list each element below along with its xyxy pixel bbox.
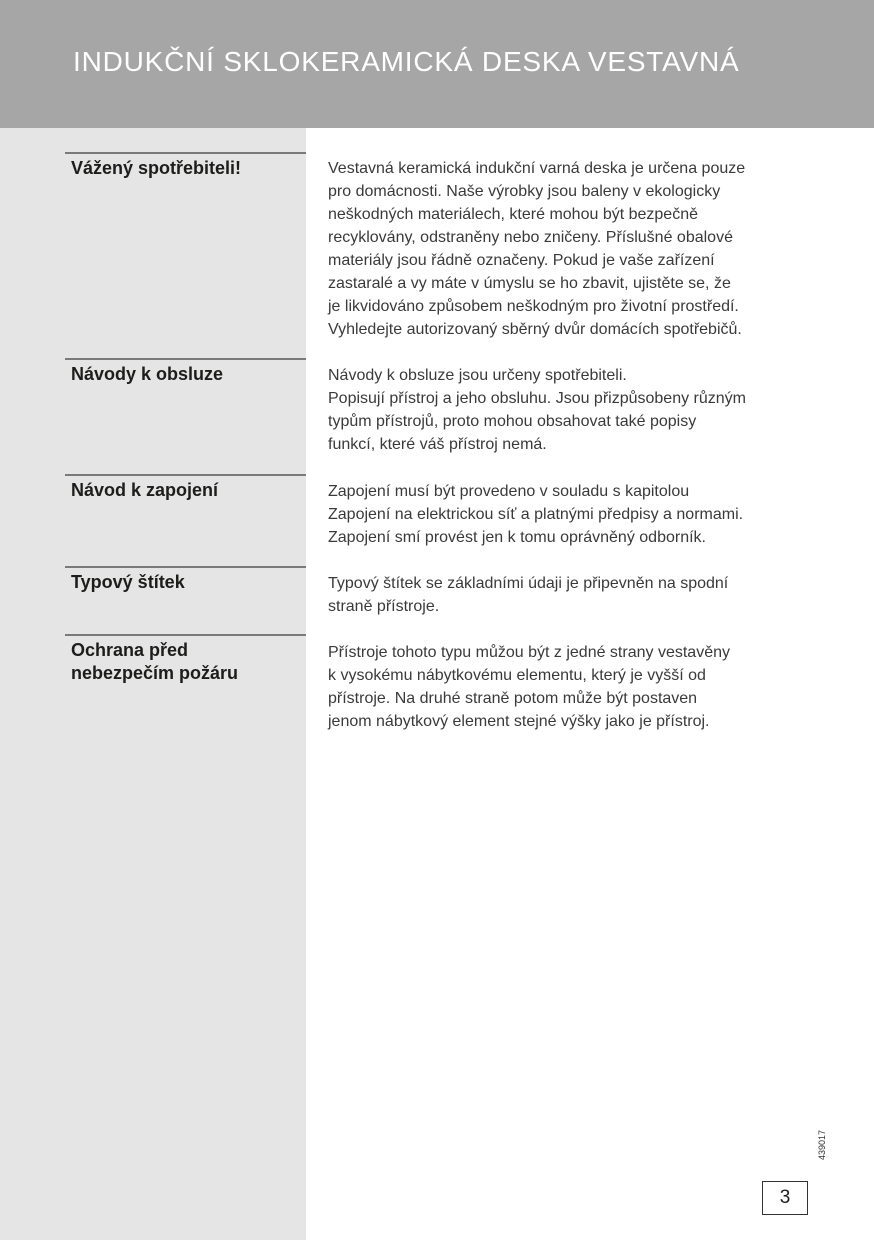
section-body-vazeny-spotrebiteli: Vestavná keramická indukční varná deska je určena pouze pro domácnosti. Naše výrobky jsou baleny v ekologicky neškodných materiálech, které mohou být bezpečně recyklovány, odstraněny nebo zničeny. Příslušné obalové materiály jsou řádně označeny. Pokud je vaše zařízení zastaralé a vy máte v úmyslu se ho zbavit, ujistěte se, že je likvidováno způsobem neškodným pro životní prostředí. Vyhledejte autorizovaný sběrný dvůr domácích spotřebičů. <box>328 160 746 338</box>
section-body-typovy-stitek: Typový štítek se základními údaji je připevněn na spodní straně přístroje. <box>328 575 729 615</box>
page-header <box>0 0 874 128</box>
section-heading-vazeny-spotrebiteli: Vážený spotřebiteli! <box>65 152 306 180</box>
section-heading-navod-k-zapojeni: Návod k zapojení <box>65 474 306 502</box>
page-title: INDUKČNÍ SKLOKERAMICKÁ DESKA VESTAVNÁ <box>73 46 740 77</box>
page-number: 3 <box>762 1181 808 1215</box>
section-heading-typovy-stitek: Typový štítek <box>65 566 306 594</box>
section-body-ochrana-pred-pozarem: Přístroje tohoto typu můžou být z jedné strany vestavěny k vysokému nábytkovému elementu, který je vyšší od přístroje. Na druhé straně potom může být postaven jenom nábytkový element stejné výšky jako je přístroj. <box>328 644 730 730</box>
section-heading-navody-k-obsluze: Návody k obsluze <box>65 358 306 386</box>
document-code: 439017 <box>817 1129 827 1161</box>
section-body-navody-k-obsluze: Návody k obsluze jsou určeny spotřebiteli. Popisují přístroj a jeho obsluhu. Jsou přizpůsobeny různým typům přístrojů, proto mohou obsahovat také popisy funkcí, které váš přístroj nemá. <box>328 367 746 453</box>
section-heading-ochrana-pred-pozarem: Ochrana před nebezpečím požáru <box>65 634 306 685</box>
section-body-navod-k-zapojeni: Zapojení musí být provedeno v souladu s kapitolou Zapojení na elektrickou síť a platnými předpisy a normami. Zapojení smí provést jen k tomu oprávněný odborník. <box>328 483 744 546</box>
